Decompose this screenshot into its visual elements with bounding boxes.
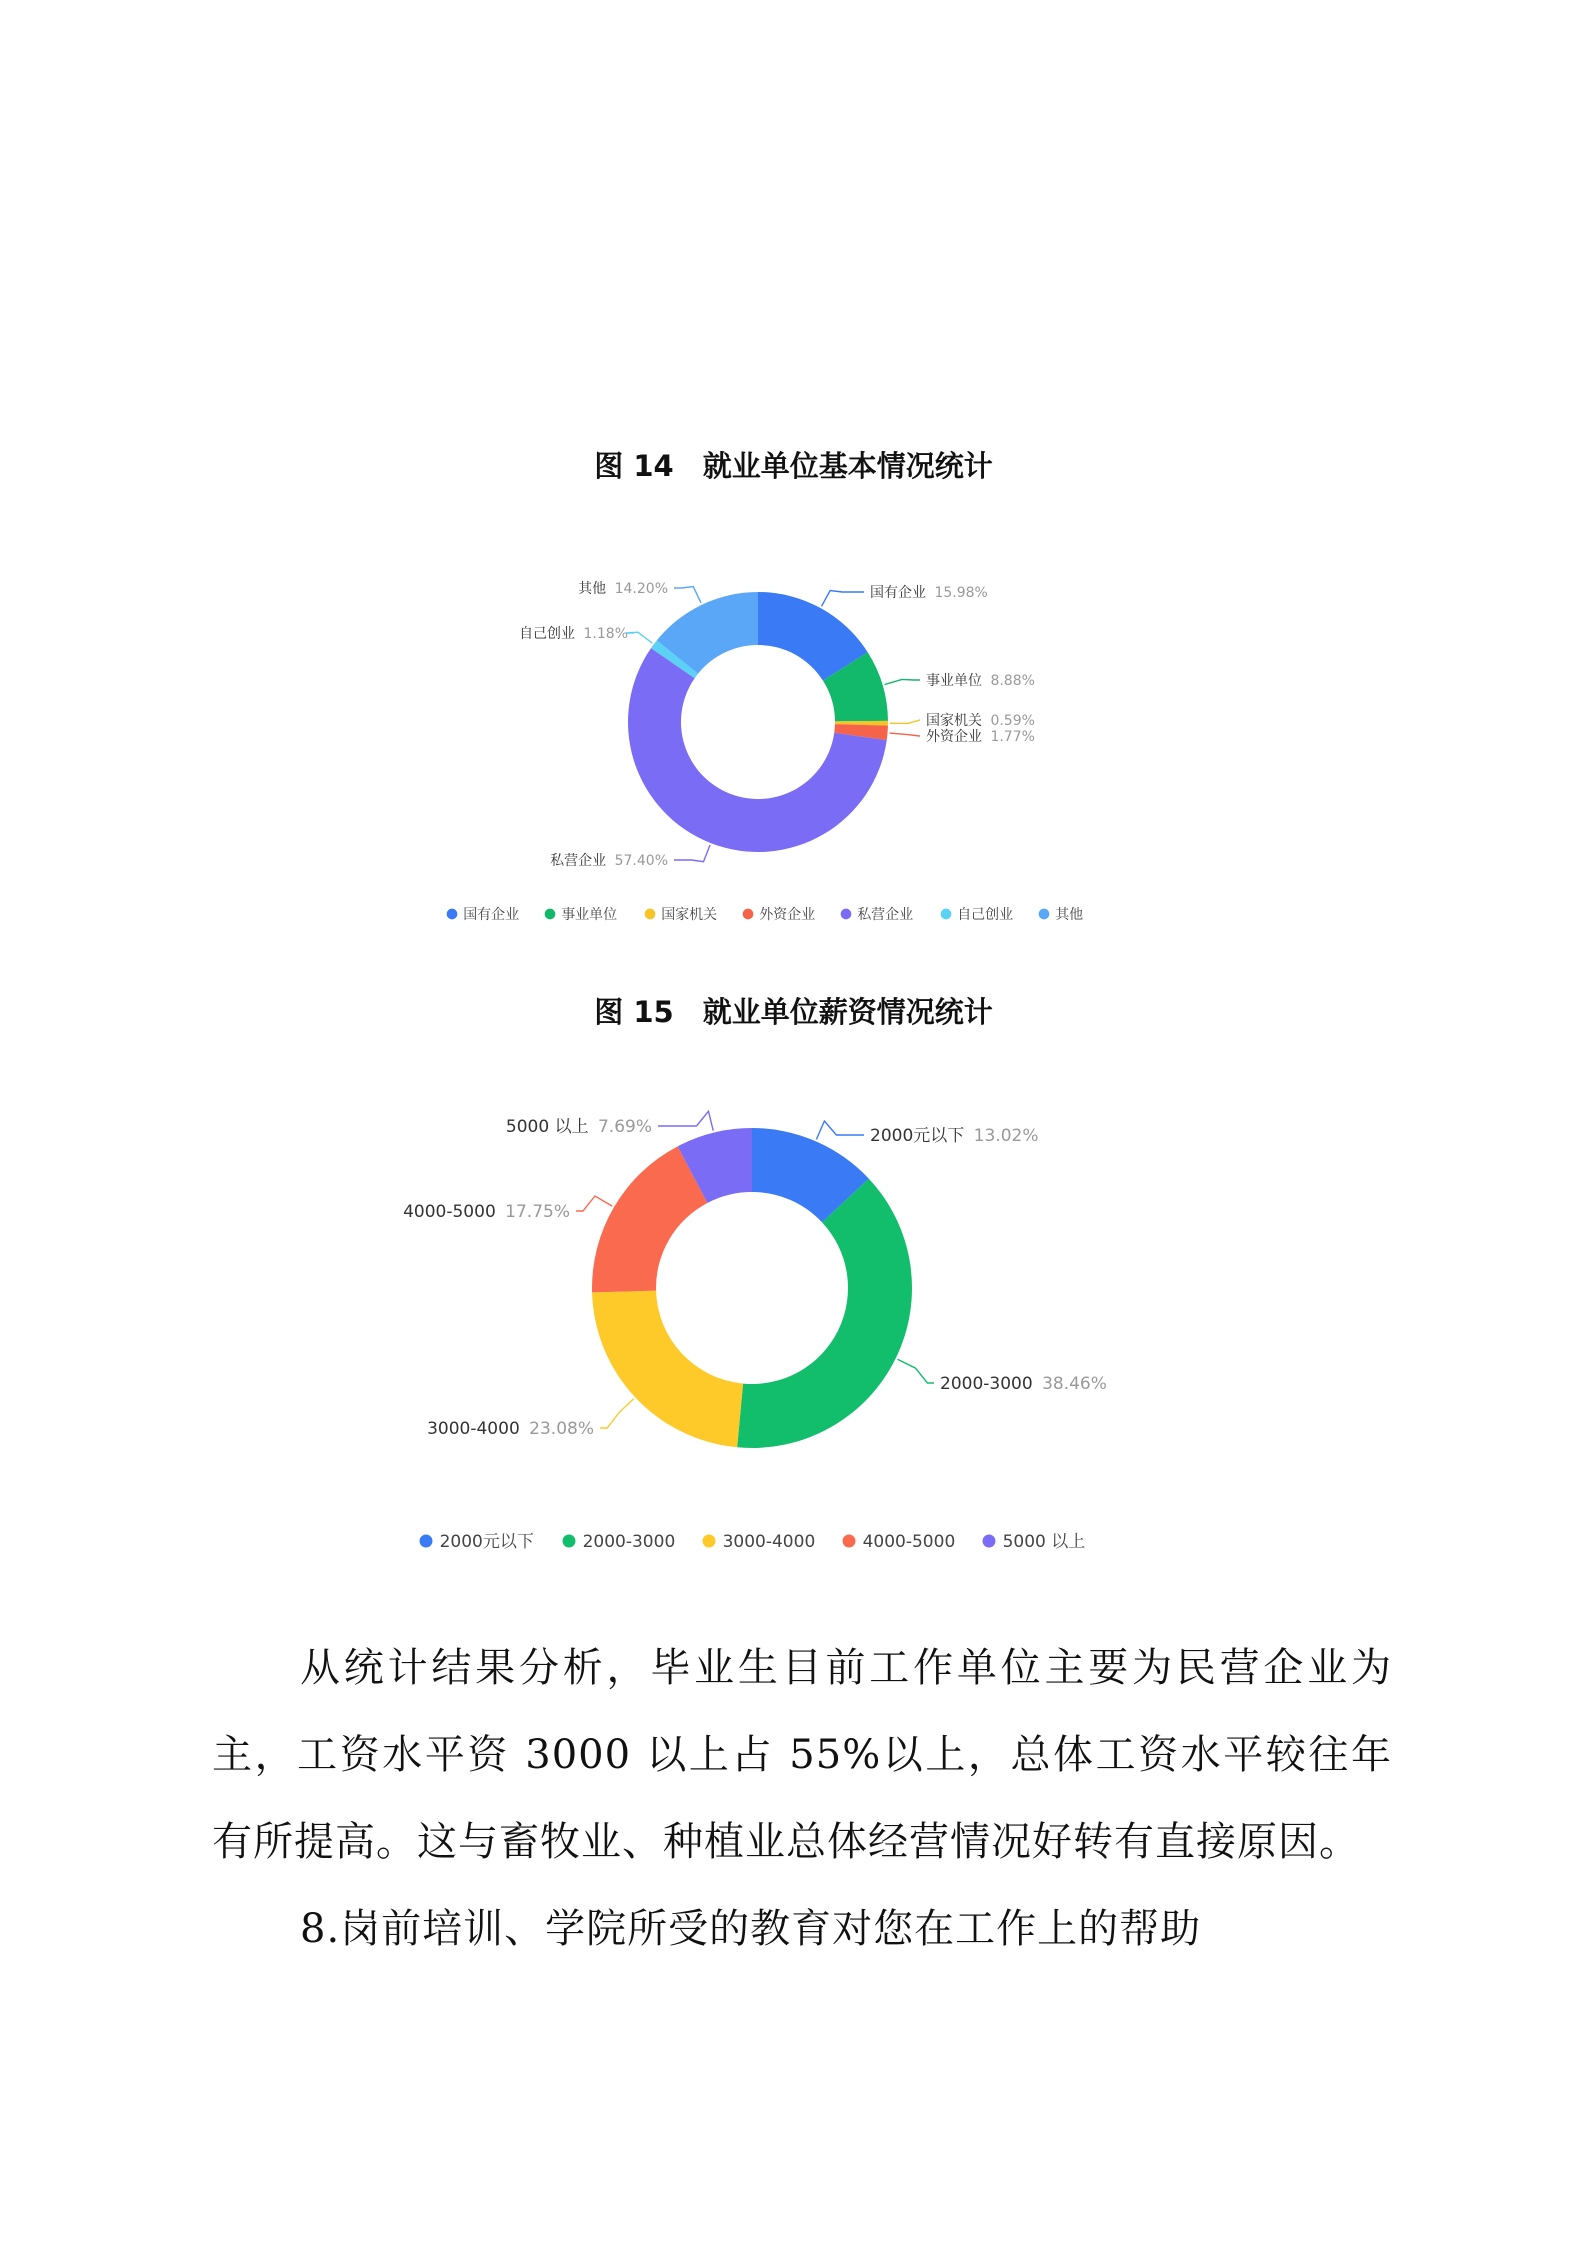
slice-label-私营企业: 私营企业 57.40%	[550, 852, 668, 869]
leader-line-2000-3000	[897, 1359, 934, 1383]
svg-text:3000-4000: 3000-4000	[722, 1532, 816, 1553]
analysis-paragraph: 从统计结果分析，毕业生目前工作单位主要为民营企业为主，工资水平资 3000 以上占 55%以上，总体工资水平较往年有所提高。这与畜牧业、种植业总体经营情况好转有直接原因。	[212, 1645, 1392, 1865]
legend-item-3000-4000[interactable]	[703, 1532, 816, 1552]
slice-label-事业单位: 事业单位 8.88%	[926, 672, 1035, 689]
svg-text:4000-5000: 4000-5000	[862, 1532, 956, 1553]
svg-text:自己创业: 自己创业	[957, 907, 1014, 924]
svg-text:5000 以上: 5000 以上	[1002, 1532, 1086, 1553]
slice-label-自己创业: 自己创业 1.18%	[519, 625, 628, 642]
svg-text:其他: 其他	[1055, 907, 1084, 924]
leader-line-3000-4000	[600, 1399, 634, 1428]
slice-3000-4000	[592, 1291, 743, 1448]
slice-label-国家机关: 国家机关 0.59%	[926, 712, 1035, 729]
slice-label-3000-4000: 3000-4000 23.08%	[427, 1418, 594, 1439]
svg-text:2000-3000: 2000-3000	[582, 1532, 676, 1553]
legend-item-2000-3000[interactable]	[563, 1532, 676, 1552]
leader-line-2000元以下	[816, 1121, 864, 1139]
slice-label-国有企业: 国有企业 15.98%	[870, 584, 988, 601]
slice-label-5000 以上: 5000 以上 7.69%	[505, 1116, 652, 1137]
svg-text:2000元以下: 2000元以下	[439, 1532, 534, 1553]
svg-text:外资企业: 外资企业	[759, 907, 816, 924]
figure-14-title: 图 14 就业单位基本情况统计	[594, 449, 993, 483]
section-heading: 8.岗前培训、学院所受的教育对您在工作上的帮助	[300, 1906, 1202, 1952]
svg-text:事业单位: 事业单位	[561, 907, 618, 924]
slice-label-外资企业: 外资企业 1.77%	[926, 728, 1035, 745]
slice-label-其他: 其他 14.20%	[578, 580, 668, 597]
leader-line-4000-5000	[576, 1196, 612, 1211]
slice-label-2000-3000: 2000-3000 38.46%	[940, 1373, 1107, 1394]
leader-line-5000 以上	[658, 1111, 713, 1130]
legend-item-5000 以上[interactable]	[983, 1532, 1086, 1552]
body-text	[212, 1625, 1392, 1973]
svg-text:国有企业: 国有企业	[463, 907, 520, 924]
svg-text:国家机关: 国家机关	[661, 907, 718, 924]
svg-text:私营企业: 私营企业	[857, 907, 914, 924]
slice-label-4000-5000: 4000-5000 17.75%	[403, 1201, 570, 1222]
figure-15-title: 图 15 就业单位薪资情况统计	[594, 995, 993, 1029]
legend-item-2000元以下[interactable]	[420, 1532, 534, 1552]
legend-item-4000-5000[interactable]	[843, 1532, 956, 1552]
slice-label-2000元以下: 2000元以下 13.02%	[870, 1125, 1039, 1146]
